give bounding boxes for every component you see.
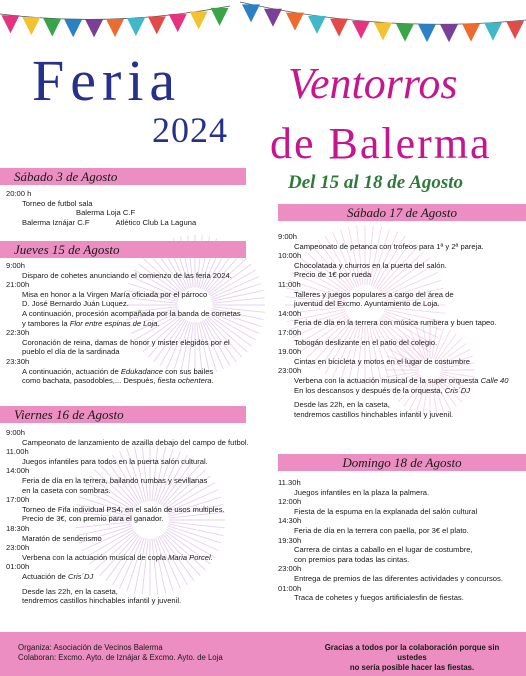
- bunting-string: [240, 2, 526, 24]
- day-header-domingo-18: Domingo 18 de Agosto: [278, 454, 526, 471]
- schedule-event: Precio de 1€ por rueda: [294, 270, 372, 280]
- schedule-time: 23:30h: [6, 356, 30, 366]
- schedule-event: y tambores la Flor entre espinas de Loja.: [22, 318, 160, 328]
- schedule-event: Coronación de reina, damas de honor y mister elegidos por el: [22, 337, 230, 347]
- schedule-event: Traca de cohetes y fuegos artificialesfin de fiestas.: [294, 593, 464, 603]
- bunting-flag: [286, 13, 304, 31]
- schedule-time: 01:00h: [6, 562, 30, 572]
- schedule-sabado-17: [278, 232, 524, 419]
- schedule-note: Desde las 22h, en la caseta,: [22, 586, 118, 596]
- title-feria: Feria: [32, 48, 182, 113]
- bunting-flag: [43, 19, 61, 37]
- schedule-domingo-18: [278, 478, 524, 603]
- bunting-flag: [190, 11, 208, 29]
- schedule-note: tendremos castillos hinchables infantil y juvenil.: [22, 596, 182, 606]
- schedule-time: 19.00h: [278, 347, 302, 357]
- schedule-time: 23:00h: [278, 564, 302, 574]
- schedule-event: Verbena con la actuación musical de copla Maria Porcel.: [22, 552, 213, 562]
- bunting-flag: [484, 23, 502, 41]
- schedule-event: Tobogán deslizante en el patio del colegio.: [294, 337, 438, 347]
- schedule-time: 14:00h: [6, 466, 30, 476]
- schedule-event: Torneo de futbol sala: [22, 198, 93, 208]
- schedule-event: Feria de día en la terrera con paella, por 3€ el plato.: [294, 525, 469, 535]
- schedule-time: 21:00h: [6, 280, 30, 290]
- team-row: [6, 218, 246, 228]
- bunting-flag: [506, 21, 524, 39]
- schedule-event: D. José Bernardo Juán Luquez.: [22, 299, 129, 309]
- team-2: Balerma Iznájar C.F: [22, 217, 90, 227]
- schedule-event: A continuación, actuación de Edukadance con sus bailes: [22, 366, 214, 376]
- schedule-event: Actuación de Cris´DJ: [22, 571, 94, 581]
- schedule-time: 11.00h: [6, 447, 29, 457]
- schedule-time: 20:00 h: [6, 189, 32, 198]
- bunting-flag: [308, 16, 326, 34]
- collaborators-text: Colaboran: Excmo. Ayto. de Iznájar & Excmo. Ayto. de Loja: [18, 653, 223, 662]
- schedule-event: con premios para todas las cintas.: [294, 554, 410, 564]
- bunting-flag: [418, 24, 436, 42]
- schedule-sabado-3: [6, 189, 246, 227]
- bunting-flag: [462, 24, 480, 42]
- schedule-time: 10:00h: [278, 251, 302, 261]
- schedule-time: 01:00h: [278, 583, 302, 593]
- schedule-event: como bachata, pasodobles,... Después, fiesta ochentera.: [22, 376, 214, 386]
- schedule-event: pueblo el día de la sardinada: [22, 347, 120, 357]
- bunting-flag: [264, 9, 282, 27]
- thanks-line-1: Gracias a todos por la colaboración porque sin ustedes: [324, 643, 500, 662]
- bunting-flag: [352, 21, 370, 39]
- schedule-time: 9:00h: [278, 232, 298, 241]
- bunting-flag: [64, 19, 82, 37]
- bunting-flag: [148, 16, 166, 34]
- bunting-flag: [330, 19, 348, 37]
- footer-credits: [18, 643, 223, 663]
- schedule-event: Precio de 3€, con premio para el ganador.: [22, 514, 164, 524]
- organizer-text: Organiza: Asociación de Vecinos Balerma: [18, 643, 163, 652]
- schedule-event: Talleres y juegos populares a cargo del área de: [294, 289, 454, 299]
- schedule-event: Campeonato de petanca con trofeos para 1ª y 2ª pareja.: [294, 241, 484, 251]
- title-year: 2024: [152, 110, 228, 150]
- schedule-time: 17:00h: [278, 327, 302, 337]
- schedule-time: 17:00h: [6, 495, 30, 505]
- schedule-time: 23:00h: [6, 543, 30, 553]
- schedule-event: Feria de día en la terrera, bailando rumbas y sevillanas: [22, 475, 208, 485]
- bunting-flag: [374, 23, 392, 41]
- schedule-event: Maratón de senderismo: [22, 533, 102, 543]
- schedule-time: 9:00h: [6, 428, 26, 437]
- schedule-viernes-16: [6, 428, 256, 606]
- title-ventorros: Ventorros: [288, 59, 458, 108]
- day-header-sabado-17: Sábado 17 de Agosto: [278, 204, 526, 221]
- day-header-viernes-16: Viernes 16 de Agosto: [0, 406, 246, 423]
- bunting-flag: [85, 19, 103, 37]
- thanks-line-2: no sería posible hacer las fiestas.: [349, 663, 475, 672]
- footer-band: [0, 632, 526, 676]
- schedule-time: 22:30h: [6, 328, 30, 338]
- schedule-event: Chocolatada y churros en la puerta del salón.: [294, 260, 447, 270]
- schedule-event: Feria de día en la terrera con música rumbera y buen tapeo.: [294, 318, 497, 328]
- schedule-event: Juegos infantiles para todos en la puerta salón cultural.: [22, 456, 208, 466]
- schedule-event: A continuación, procesión acompañada por la banda de cornetas: [22, 308, 241, 318]
- bunting-flag: [106, 19, 124, 37]
- schedule-time: 14:00h: [278, 308, 302, 318]
- bunting-flag: [211, 8, 229, 26]
- bunting-flag: [396, 24, 414, 42]
- bunting-flag: [169, 14, 187, 32]
- schedule-time: 9:00h: [6, 261, 26, 270]
- schedule-event: Cintas en bicicleta y motos en el lugar de costumbre: [294, 356, 471, 366]
- schedule-time: 11:00h: [278, 279, 301, 289]
- bunting-flag: [127, 18, 145, 36]
- schedule-note: tendremos castillos hinchables infantil y juvenil.: [294, 409, 454, 419]
- schedule-event: Misa en honor a la Virgen María oficiada por el párroco: [22, 289, 208, 299]
- schedule-event: Carrera de cintas a caballo en el lugar de costumbre,: [294, 545, 473, 555]
- schedule-time: 12:00h: [278, 497, 302, 507]
- schedule-time: 23:00h: [278, 366, 302, 376]
- schedule-event: Juegos infantiles en la plaza la palmera.: [294, 487, 430, 497]
- day-header-sabado-3: Sábado 3 de Agosto: [0, 168, 246, 185]
- schedule-time: 11.30h: [278, 478, 301, 487]
- title-balerma: de Balerma: [270, 119, 492, 168]
- schedule-event: en la caseta con sombras.: [22, 485, 111, 495]
- schedule-jueves-15: [6, 261, 250, 386]
- bunting-flag: [22, 17, 40, 35]
- schedule-note: Desde las 22h, en la caseta,: [294, 400, 390, 410]
- bunting-flag: [1, 15, 19, 33]
- schedule-event: Campeonato de lanzamiento de azailla debajo del campo de futbol.: [22, 437, 249, 447]
- schedule-event: juventud del Excmo. Ayuntamiento de Loja.: [294, 299, 440, 309]
- bunting-flag: [440, 24, 458, 42]
- schedule-event: En los descansos y después de la orquesta, Cris´DJ: [294, 385, 471, 395]
- schedule-time: 19:30h: [278, 535, 302, 545]
- schedule-event: Disparo de cohetes anunciando el comienzo de las feria 2024.: [22, 270, 232, 280]
- day-header-jueves-15: Jueves 15 de Agosto: [0, 241, 246, 258]
- festival-dates: Del 15 al 18 de Agosto: [288, 172, 464, 193]
- team-3: Atlético Club La Laguna: [115, 217, 197, 227]
- schedule-event: Verbena con la actuación musical de la super orquesta Calle 40: [294, 375, 509, 385]
- schedule-event: Torneo de Fifa individual PS4, en el salón de usos multiples.: [22, 504, 225, 514]
- team-1: Balerma Loja C.F: [76, 208, 136, 218]
- schedule-event: Entrega de premios de las diferentes actividades y concursos.: [294, 573, 503, 583]
- schedule-time: 14:30h: [278, 516, 302, 526]
- footer-thanks: [312, 643, 512, 673]
- bunting-flag: [242, 4, 260, 22]
- schedule-event: Fiesta de la espuma en la explanada del salón cultural: [294, 506, 478, 516]
- schedule-time: 18:30h: [6, 523, 30, 533]
